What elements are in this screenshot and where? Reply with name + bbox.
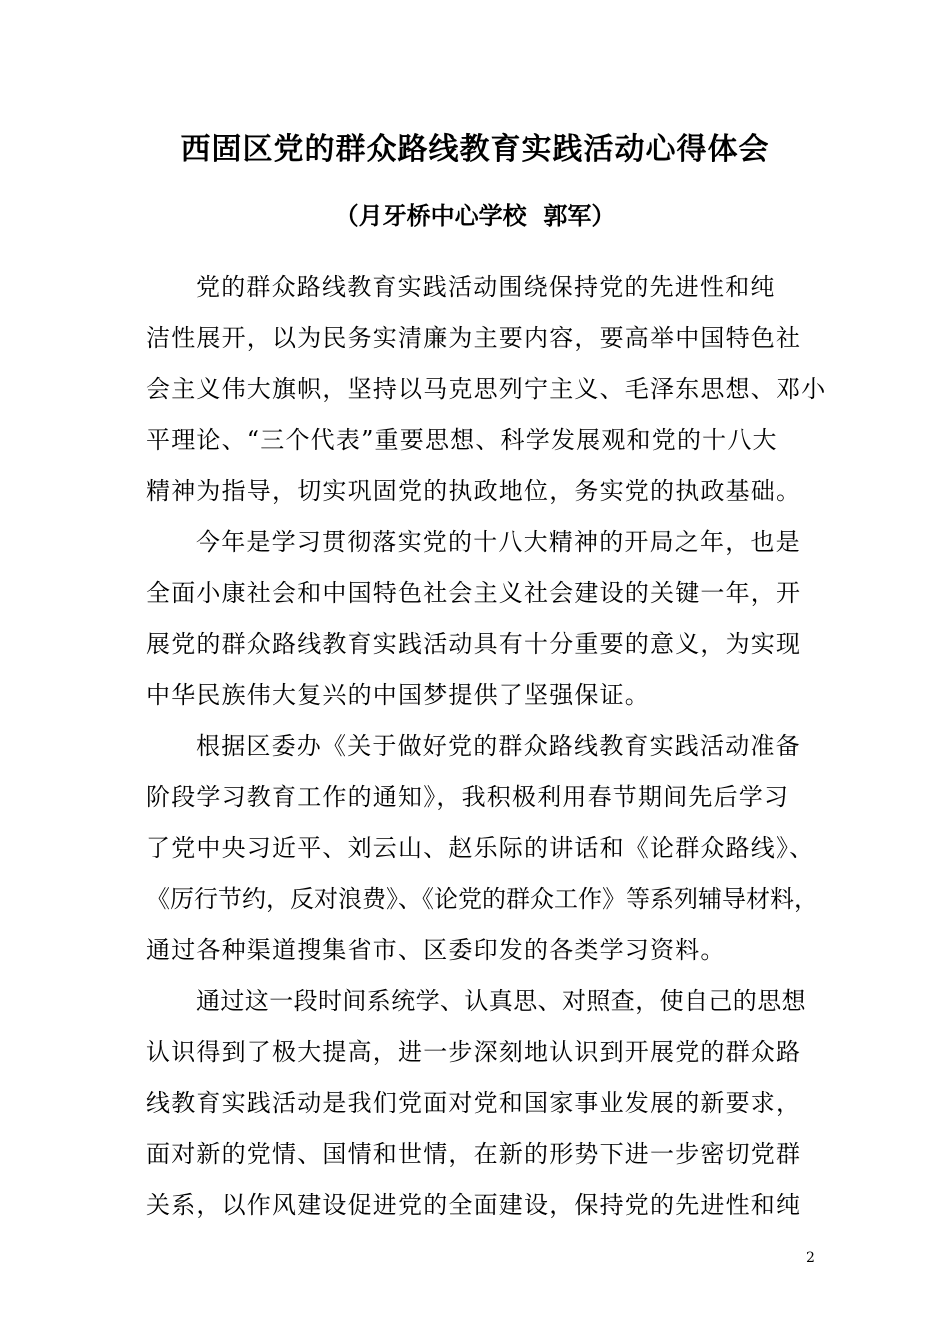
paragraph-line: 了党中央习近平、刘云山、赵乐际的讲话和《论群众路线》、 bbox=[146, 834, 815, 862]
paragraph-line: 线教育实践活动是我们党面对党和国家事业发展的新要求， bbox=[146, 1089, 802, 1117]
paragraph-line: 面对新的党情、国情和世情，在新的形势下进一步密切党群 bbox=[146, 1140, 802, 1168]
paragraph-line: 阶段学习教育工作的通知》，我积极利用春节期间先后学习 bbox=[146, 783, 790, 811]
paragraph-line: 中华民族伟大复兴的中国梦提供了坚强保证。 bbox=[146, 681, 650, 709]
paragraph-line: 根据区委办《关于做好党的群众路线教育实践活动准备 bbox=[196, 732, 801, 760]
paragraph-line: 全面小康社会和中国特色社会主义社会建设的关键一年，开 bbox=[146, 579, 802, 607]
paragraph-line: 通过各种渠道搜集省市、区委印发的各类学习资料。 bbox=[146, 936, 726, 964]
paragraph-line: 关系，以作风建设促进党的全面建设，保持党的先进性和纯 bbox=[146, 1191, 802, 1219]
paragraph-line: 洁性展开，以为民务实清廉为主要内容，要高举中国特色社 bbox=[146, 324, 802, 352]
paragraph-line: 精神为指导，切实巩固党的执政地位，务实党的执政基础。 bbox=[146, 477, 802, 505]
paragraph-line: 《厉行节约，反对浪费》、《论党的群众工作》等系列辅导材料， bbox=[146, 885, 818, 913]
paragraph-line: 党的群众路线教育实践活动围绕保持党的先进性和纯 bbox=[196, 273, 776, 301]
paragraph-line: 展党的群众路线教育实践活动具有十分重要的意义，为实现 bbox=[146, 630, 802, 658]
document-body bbox=[146, 262, 826, 1231]
page-number: 2 bbox=[806, 1250, 815, 1266]
paragraph-line: 认识得到了极大提高，进一步深刻地认识到开展党的群众路 bbox=[146, 1038, 802, 1066]
paragraph-line: 通过这一段时间系统学、认真思、对照查，使自己的思想 bbox=[196, 987, 806, 1015]
paragraph-line: 今年是学习贯彻落实党的十八大精神的开局之年，也是 bbox=[196, 528, 801, 556]
document-title: 西固区党的群众路线教育实践活动心得体会 bbox=[180, 132, 770, 167]
paragraph-line: 会主义伟大旗帜，坚持以马克思列宁主义、毛泽东思想、邓小 bbox=[146, 375, 827, 403]
paragraph-line: 平理论、“三个代表”重要思想、科学发展观和党的十八大 bbox=[146, 426, 778, 454]
document-author-line: （月牙桥中心学校 郭军） bbox=[334, 201, 616, 230]
